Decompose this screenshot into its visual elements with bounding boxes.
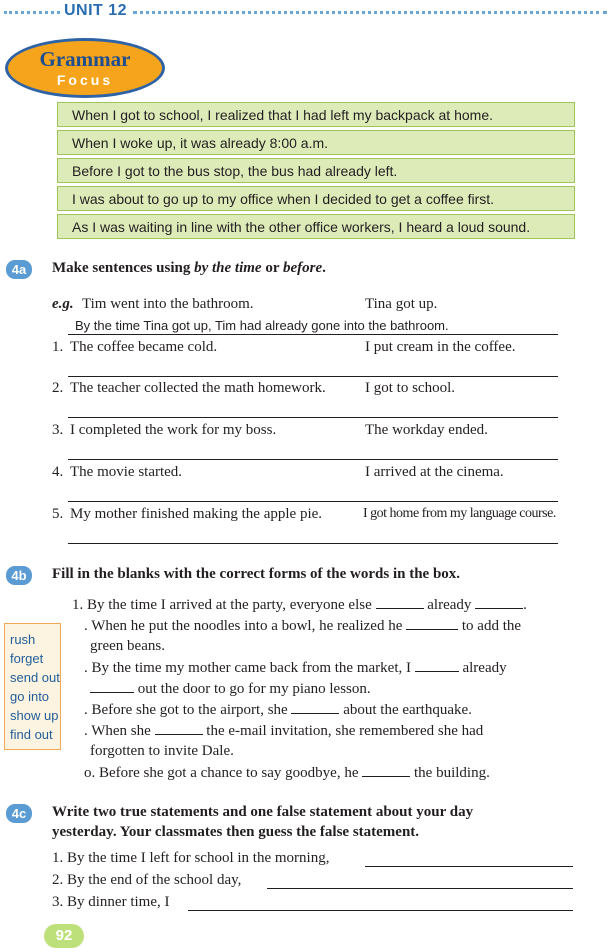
blank[interactable] <box>406 617 458 630</box>
fill-blank-question-3: . By the time my mother came back from the market, I already <box>84 660 507 676</box>
word-item: rush <box>10 632 36 647</box>
example-tag: e.g. <box>52 296 74 312</box>
statement-prompt-3: 3. By dinner time, I <box>52 894 170 910</box>
item-number: 3. <box>52 422 64 438</box>
item-left: My mother finished making the apple pie. <box>70 506 323 522</box>
word-item: send out <box>10 670 60 685</box>
word-item: show up <box>10 708 59 723</box>
blank[interactable] <box>362 764 410 777</box>
grammar-examples-box <box>57 102 575 242</box>
answer-line <box>68 334 558 335</box>
blank[interactable] <box>90 680 134 693</box>
section-4b-instruction: Fill in the blanks with the correct forms of the words in the box. <box>52 566 461 582</box>
item-right: I arrived at the cinema. <box>365 464 504 480</box>
grammar-example: When I got to school, I realized that I had left my backpack at home. <box>57 102 575 127</box>
fill-blank-question-5-cont: forgotten to invite Dale. <box>90 743 234 759</box>
page-number: 92 <box>44 924 84 948</box>
item-left: The teacher collected the math homework. <box>70 380 326 396</box>
word-item: find out <box>10 727 53 742</box>
fill-blank-question-5: . When she the e-mail invitation, she remembered she had <box>84 723 484 739</box>
fill-blank-question-4: . Before she got to the airport, she about the earthquake. <box>84 702 472 718</box>
statement-line-1[interactable] <box>365 866 573 867</box>
statement-prompt-1: 1. By the time I left for school in the morning, <box>52 850 330 866</box>
dotted-rule-left <box>4 11 60 14</box>
blank[interactable] <box>155 722 203 735</box>
word-box <box>4 623 61 750</box>
grammar-example: When I woke up, it was already 8:00 a.m. <box>57 130 575 155</box>
badge-title: Grammar <box>39 47 131 71</box>
fill-blank-question-2: . When he put the noodles into a bowl, he realized he to add the <box>84 618 522 634</box>
section-4a-badge: 4a <box>6 260 32 279</box>
grammar-focus-badge <box>5 38 165 98</box>
section-4c-instruction-line-2: yesterday. Your classmates then guess the false statement. <box>52 824 420 840</box>
section-4b-badge: 4b <box>6 566 32 585</box>
dotted-rule-right <box>133 11 607 14</box>
grammar-example: I was about to go up to my office when I decided to get a coffee first. <box>57 186 575 211</box>
item-right: The workday ended. <box>365 422 488 438</box>
blank[interactable] <box>415 659 459 672</box>
item-right: I put cream in the coffee. <box>365 339 516 355</box>
fill-blank-question-2-cont: green beans. <box>90 638 165 654</box>
badge-subtitle: Focus <box>56 72 114 88</box>
item-left: The coffee became cold. <box>70 339 218 355</box>
section-4c-badge: 4c <box>6 804 32 823</box>
blank[interactable] <box>291 701 339 714</box>
answer-line[interactable] <box>68 543 558 544</box>
item-right: I got home from my language course. <box>363 506 556 521</box>
item-number: 5. <box>52 506 64 522</box>
fill-blank-question-6: o. Before she got a chance to say goodbye, he the building. <box>84 765 490 781</box>
answer-line[interactable] <box>68 376 558 377</box>
example-right: Tina got up. <box>365 296 438 312</box>
fill-blank-question-1: 1. By the time I arrived at the party, everyone else already . <box>72 597 527 613</box>
statement-line-3[interactable] <box>188 910 573 911</box>
unit-header <box>0 0 610 24</box>
blank[interactable] <box>475 596 523 609</box>
answer-line[interactable] <box>68 501 558 502</box>
instruction-text: Make sentences using <box>52 260 195 276</box>
unit-label: UNIT 12 <box>64 2 128 19</box>
grammar-example: As I was waiting in line with the other office workers, I heard a loud sound. <box>57 214 575 239</box>
item-number: 4. <box>52 464 64 480</box>
answer-line[interactable] <box>68 417 558 418</box>
word-item: forget <box>10 651 44 666</box>
item-number: 1. <box>52 339 64 355</box>
item-right: I got to school. <box>365 380 455 396</box>
grammar-example: Before I got to the bus stop, the bus had already left. <box>57 158 575 183</box>
item-left: The movie started. <box>70 464 183 480</box>
section-4a-instruction <box>52 260 326 277</box>
term-before: before <box>282 260 323 276</box>
statement-prompt-2: 2. By the end of the school day, <box>52 872 242 888</box>
item-number: 2. <box>52 380 64 396</box>
term-by-the-time: by the time <box>194 260 262 276</box>
instruction-text: . <box>322 260 326 276</box>
example-left: Tim went into the bathroom. <box>82 296 254 312</box>
item-left: I completed the work for my boss. <box>70 422 277 438</box>
answer-line[interactable] <box>68 459 558 460</box>
blank[interactable] <box>376 596 424 609</box>
word-item: go into <box>10 689 50 704</box>
instruction-text: or <box>261 260 283 276</box>
example-answer: By the time Tina got up, Tim had already gone into the bathroom. <box>75 318 449 333</box>
statement-line-2[interactable] <box>267 888 573 889</box>
section-4c-instruction-line-1: Write two true statements and one false statement about your day <box>52 804 474 820</box>
fill-blank-question-3-cont: out the door to go for my piano lesson. <box>90 680 371 698</box>
